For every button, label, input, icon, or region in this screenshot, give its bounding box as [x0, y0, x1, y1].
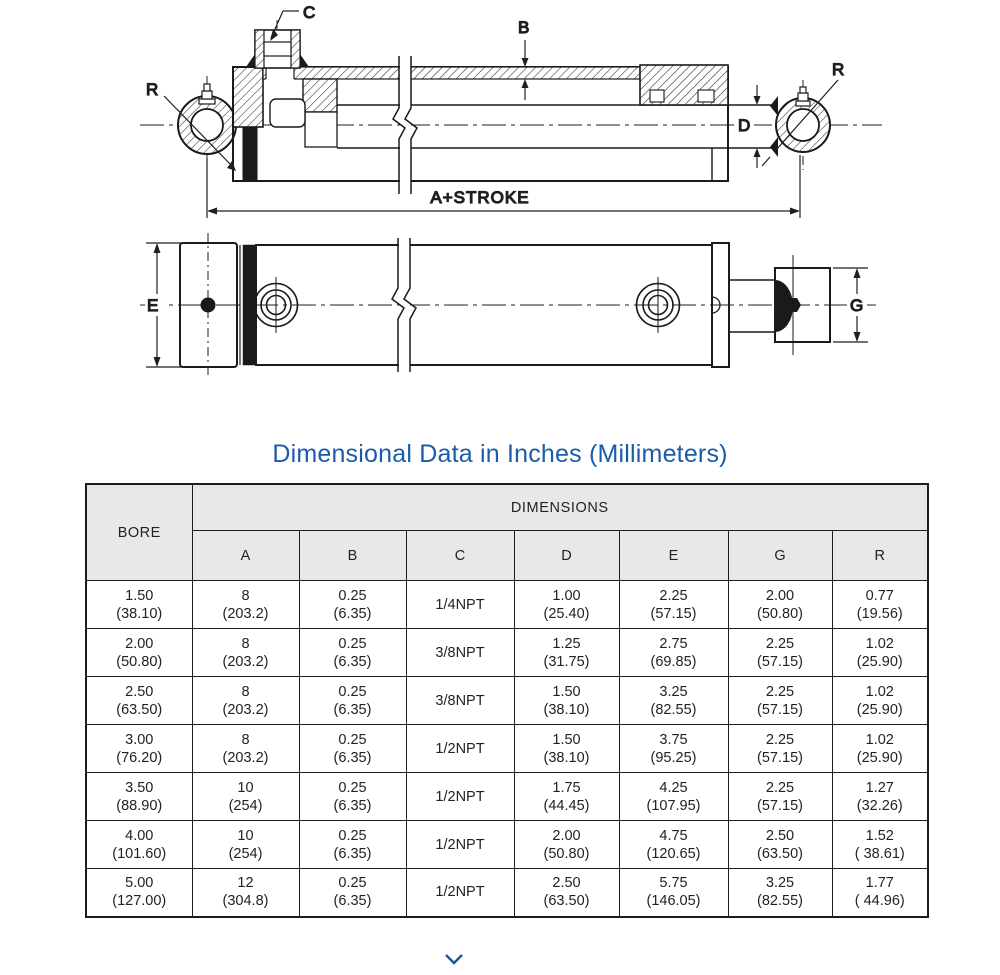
dimension-cell: 2.50 (63.50) — [514, 869, 619, 917]
dimension-cell: 1/2NPT — [406, 773, 514, 821]
dimension-cell: 1.02 (25.90) — [832, 629, 928, 677]
port-boss-left — [255, 277, 298, 333]
bore-cell: 5.00 (127.00) — [86, 869, 192, 917]
dimension-cell: 3.25 (82.55) — [619, 677, 728, 725]
dimension-cell: 10 (254) — [192, 821, 299, 869]
dimension-cell: 0.25 (6.35) — [299, 581, 406, 629]
dimension-cell: 2.00 (50.80) — [514, 821, 619, 869]
dimension-cell: 4.75 (120.65) — [619, 821, 728, 869]
dimension-cell: 0.77 (19.56) — [832, 581, 928, 629]
bore-cell: 2.50 (63.50) — [86, 677, 192, 725]
dimension-cell: 0.25 (6.35) — [299, 821, 406, 869]
column-header-d: D — [514, 531, 619, 581]
pin-hole-center — [201, 298, 216, 313]
column-header-b: B — [299, 531, 406, 581]
dimension-cell: 8 (203.2) — [192, 629, 299, 677]
dimensions-header: DIMENSIONS — [192, 484, 928, 531]
label-c: C — [303, 3, 316, 22]
bore-cell: 2.00 (50.80) — [86, 629, 192, 677]
column-header-c: C — [406, 531, 514, 581]
dimension-cell: 1/2NPT — [406, 869, 514, 917]
label-b: B — [518, 18, 530, 37]
label-e: E — [147, 296, 159, 315]
dim-a-stroke — [207, 155, 800, 218]
chevron-down-icon[interactable] — [444, 953, 464, 971]
dimension-cell: 1.25 (31.75) — [514, 629, 619, 677]
table-row — [86, 773, 928, 821]
dimension-cell: 2.25 (57.15) — [728, 629, 832, 677]
dimension-cell: 1.00 (25.40) — [514, 581, 619, 629]
dimension-cell: 1/2NPT — [406, 821, 514, 869]
column-header-g: G — [728, 531, 832, 581]
cylinder-technical-drawing — [0, 0, 1000, 432]
column-header-e: E — [619, 531, 728, 581]
dimension-cell: 1/4NPT — [406, 581, 514, 629]
label-r-left: R — [146, 80, 159, 99]
port-fitting — [246, 30, 309, 68]
dimension-cell: 4.25 (107.95) — [619, 773, 728, 821]
dimension-cell: 2.75 (69.85) — [619, 629, 728, 677]
dimension-cell: 3.25 (82.55) — [728, 869, 832, 917]
dimension-cell: 10 (254) — [192, 773, 299, 821]
dim-d — [736, 85, 761, 168]
bore-cell: 3.50 (88.90) — [86, 773, 192, 821]
dimension-cell: 2.25 (57.15) — [728, 773, 832, 821]
dimension-cell: 2.00 (50.80) — [728, 581, 832, 629]
label-d: D — [738, 116, 751, 135]
dimension-cell: 0.25 (6.35) — [299, 725, 406, 773]
dimension-cell: 2.25 (57.15) — [728, 677, 832, 725]
column-header-r: R — [832, 531, 928, 581]
dimensions-table — [85, 483, 929, 918]
grease-fitting — [796, 101, 810, 106]
table-row — [86, 821, 928, 869]
dimension-cell: 3/8NPT — [406, 677, 514, 725]
break-lines — [392, 56, 417, 372]
table-row — [86, 725, 928, 773]
table-row — [86, 869, 928, 917]
dimension-cell: 1.02 (25.90) — [832, 677, 928, 725]
dimension-cell: 5.75 (146.05) — [619, 869, 728, 917]
dimension-cell: 1.50 (38.10) — [514, 677, 619, 725]
dimension-cell: 1.77 ( 44.96) — [832, 869, 928, 917]
dimension-cell: 0.25 (6.35) — [299, 677, 406, 725]
dimension-cell: 1.27 (32.26) — [832, 773, 928, 821]
table-header — [86, 484, 928, 581]
table-row — [86, 581, 928, 629]
piston-assembly — [270, 79, 337, 147]
dimension-cell: 2.25 (57.15) — [619, 581, 728, 629]
table-row — [86, 629, 928, 677]
dimension-cell: 1.75 (44.45) — [514, 773, 619, 821]
table-row — [86, 677, 928, 725]
dimension-cell: 1.50 (38.10) — [514, 725, 619, 773]
dimension-cell: 12 (304.8) — [192, 869, 299, 917]
dimension-cell: 1.52 ( 38.61) — [832, 821, 928, 869]
bore-cell: 3.00 (76.20) — [86, 725, 192, 773]
label-a-stroke: A+STROKE — [430, 188, 530, 207]
dimension-cell: 1.02 (25.90) — [832, 725, 928, 773]
side-view — [178, 30, 830, 181]
bore-cell: 1.50 (38.10) — [86, 581, 192, 629]
page-title: Dimensional Data in Inches (Millimeters) — [272, 440, 728, 468]
dimension-cell: 2.50 (63.50) — [728, 821, 832, 869]
dimension-cell: 8 (203.2) — [192, 725, 299, 773]
dimension-cell: 8 (203.2) — [192, 581, 299, 629]
dimension-cell: 0.25 (6.35) — [299, 869, 406, 917]
rod-gland — [640, 65, 728, 181]
bore-column-header: BORE — [86, 484, 192, 581]
grease-fitting — [199, 99, 215, 104]
dimension-cell: 1/2NPT — [406, 725, 514, 773]
port-boss-right — [637, 277, 680, 333]
table-body — [86, 581, 928, 917]
dimension-cell: 3.75 (95.25) — [619, 725, 728, 773]
bore-cell: 4.00 (101.60) — [86, 821, 192, 869]
dimension-cell: 8 (203.2) — [192, 677, 299, 725]
label-g: G — [850, 296, 864, 315]
label-r-right: R — [832, 60, 845, 79]
column-header-a: A — [192, 531, 299, 581]
dimension-cell: 0.25 (6.35) — [299, 773, 406, 821]
dimension-cell: 0.25 (6.35) — [299, 629, 406, 677]
dim-b — [518, 18, 529, 100]
dimension-cell: 3/8NPT — [406, 629, 514, 677]
dimension-cell: 2.25 (57.15) — [728, 725, 832, 773]
